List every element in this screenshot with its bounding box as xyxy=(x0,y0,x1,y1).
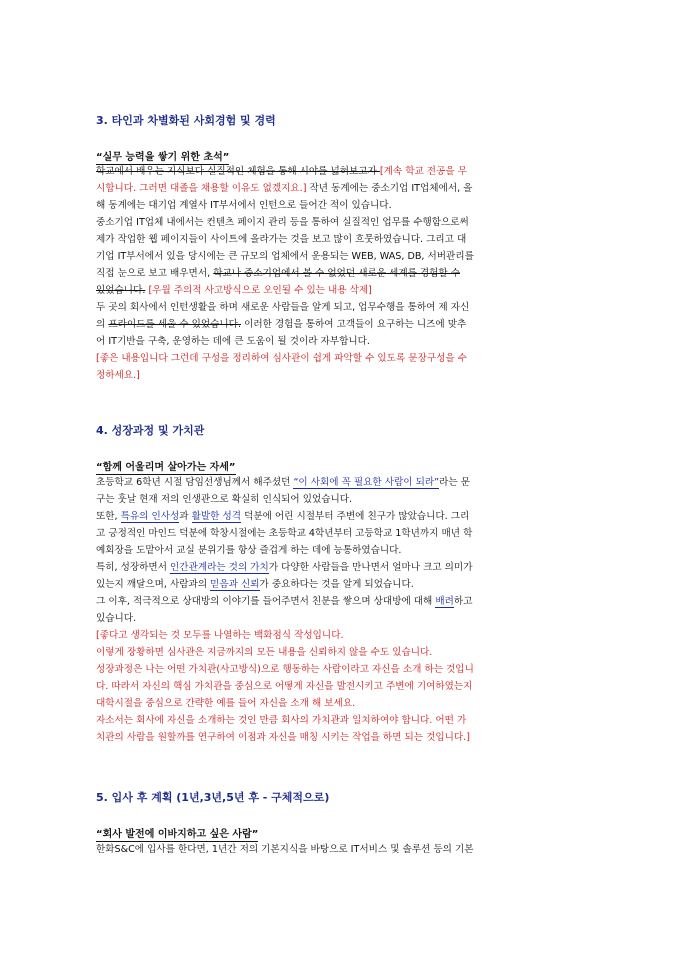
text-line xyxy=(96,367,586,384)
body-text: 제가 작업한 웹 페이지들이 사이트에 올라가는 것을 보고 많이 흐뭇하였습니다. 그리고 대 xyxy=(96,234,467,245)
text-line xyxy=(96,248,586,265)
section-subtitle xyxy=(96,825,258,840)
section-heading: 4. 성장과정 및 가치관 xyxy=(96,424,205,437)
text-line xyxy=(96,627,586,644)
deleted-text: 프라이드를 세울 수 있었습니다. xyxy=(108,319,242,330)
text-line xyxy=(96,661,586,678)
body-text: 중소기업 IT업체 내에서는 컨텐츠 페이지 관리 등을 통하여 실질적인 업무를 수행함으로써 xyxy=(96,217,469,228)
reviewer-comment: 시합니다. 그러면 대졸을 채용할 이유도 없겠지요.] xyxy=(96,183,307,194)
body-text: 의 xyxy=(96,319,109,330)
text-line xyxy=(96,231,586,248)
body-text: 기업 IT부서에서 있을 당시에는 큰 규모의 업체에서 운용되는 WEB, WAS, DB, 서버관리를 xyxy=(96,251,474,262)
text-line xyxy=(96,508,586,525)
reviewer-comment: 다. 따라서 자신의 핵심 가치관을 중심으로 어떻게 자신을 발전시키고 주변에 기여하였는지 xyxy=(96,681,473,692)
section-subtitle-text: “함께 어울리며 살아가는 자세” xyxy=(96,462,236,473)
section-subtitle-text: “실무 능력을 쌓기 위한 초석” xyxy=(96,152,230,163)
body-text: 있는지 깨달으며, 사람과의 xyxy=(96,579,211,590)
body-text: 초등학교 6학년 시절 담임선생님께서 해주셨던 xyxy=(96,477,294,488)
text-line xyxy=(96,333,586,350)
text-line xyxy=(96,299,586,316)
section-body xyxy=(96,163,586,384)
text-line xyxy=(96,644,586,661)
reviewer-comment: [우월 주의적 사고방식으로 오인될 수 있는 내용 삭제] xyxy=(145,285,372,296)
text-line xyxy=(96,712,586,729)
body-text: 구는 훗날 현재 저의 인생관으로 확실히 인식되어 있었습니다. xyxy=(96,494,353,505)
deleted-text: 학교에서 배우는 지식보다 실질적인 체험을 통해 시야를 넓혀보고자 xyxy=(96,166,380,177)
text-line xyxy=(96,474,586,491)
reviewer-comment: 대학시절을 중심으로 간략한 예를 들어 자신을 소개 해 보세요. xyxy=(96,698,356,709)
deleted-text: 있었습니다. xyxy=(96,285,146,296)
body-text: 또한, xyxy=(96,511,121,522)
text-line xyxy=(96,610,586,627)
text-line xyxy=(96,576,586,593)
reviewer-comment: 치관의 사람을 원할까를 연구하여 이점과 자신을 매칭 시키는 작업을 하면 되는 것입니다.] xyxy=(96,732,470,743)
section-body xyxy=(96,841,586,858)
text-line xyxy=(96,265,586,282)
body-text: 작년 동계에는 중소기업 IT업체에서, 올 xyxy=(306,183,473,194)
reviewer-comment: 정하세요.] xyxy=(96,370,140,381)
text-line xyxy=(96,197,586,214)
section-subtitle xyxy=(96,458,236,473)
section-subtitle-text: “회사 발전에 이바지하고 싶은 사람” xyxy=(96,829,259,840)
text-line xyxy=(96,316,586,333)
text-line xyxy=(96,282,586,299)
deleted-text: 학교나 중소기업에서 볼 수 없었던 새로운 세계를 경험할 수 xyxy=(213,268,461,279)
reviewer-comment: 자소서는 회사에 자신을 소개하는 것인 만큼 회사의 가치관과 일치하여야 합니다. 어떤 가 xyxy=(96,715,467,726)
highlighted-phrase: 믿음과 신뢰 xyxy=(210,579,260,590)
section-heading: 3. 타인과 차별화된 사회경험 및 경력 xyxy=(96,114,276,127)
body-text: 해 동계에는 대기업 계열사 IT부서에서 인턴으로 들어간 적이 있습니다. xyxy=(96,200,392,211)
body-text: 가 중요하다는 것을 알게 되었습니다. xyxy=(259,579,414,590)
highlighted-phrase: 배려 xyxy=(435,596,454,607)
body-text: 직접 눈으로 보고 배우면서, xyxy=(96,268,214,279)
text-line xyxy=(96,559,586,576)
text-line xyxy=(96,593,586,610)
reviewer-comment: 성장과정은 나는 어떤 가치관(사고방식)으로 행동하는 사람이라고 자신을 소개 하는 것입니 xyxy=(96,664,474,675)
body-text: 하고 xyxy=(453,596,473,607)
text-line xyxy=(96,163,586,180)
text-line xyxy=(96,350,586,367)
highlighted-phrase: 특유의 인사성 xyxy=(120,511,180,522)
body-text: 그 이후, 적극적으로 상대방의 이야기를 들어주면서 친분을 쌓으며 상대방에 대해 xyxy=(96,596,436,607)
reviewer-comment: [좋은 내용입니다 그런데 구성을 정리하여 심사관이 쉽게 파악할 수 있도록 문장구성을 수 xyxy=(96,353,467,364)
section-body xyxy=(96,474,586,746)
body-text: 고 긍정적인 마인드 덕분에 학창시절에는 초등학교 4학년부터 고등학교 1학년까지 매년 학 xyxy=(96,528,473,539)
reviewer-comment: [계속 학교 전공을 무 xyxy=(379,166,467,177)
body-text: 예회장을 도맡아서 교실 분위기를 항상 즐겁게 하는 데에 능통하였습니다. xyxy=(96,545,402,556)
body-text: 두 곳의 회사에서 인턴생활을 하며 새로운 사람들을 알게 되고, 업무수행을 통하여 제 자신 xyxy=(96,302,470,313)
section-subtitle xyxy=(96,148,229,163)
text-line xyxy=(96,841,586,858)
body-text: 이러한 경험을 통하여 고객들이 요구하는 니즈에 맞추 xyxy=(241,319,467,330)
body-text: 있습니다. xyxy=(96,613,137,624)
text-line xyxy=(96,542,586,559)
body-text: 라는 문 xyxy=(439,477,470,488)
highlighted-phrase: “이 사회에 꼭 필요한 사람이 되라” xyxy=(293,477,440,488)
text-line xyxy=(96,525,586,542)
body-text: 한화S&C에 입사를 한다면, 1년간 저의 기본지식을 바탕으로 IT서비스 및 솔루션 등의 기본 xyxy=(96,844,474,855)
text-line xyxy=(96,180,586,197)
body-text: 가 다양한 사람들을 만나면서 얼마나 크고 의미가 xyxy=(268,562,473,573)
text-line xyxy=(96,491,586,508)
highlighted-phrase: 활발한 성격 xyxy=(191,511,242,522)
highlighted-phrase: 인간관계라는 것의 가치 xyxy=(170,562,269,573)
body-text: 어 IT기반을 구축, 운영하는 데에 큰 도움이 될 것이라 자부합니다. xyxy=(96,336,370,347)
text-line xyxy=(96,678,586,695)
body-text: 특히, 성장하면서 xyxy=(96,562,171,573)
reviewer-comment: [좋다고 생각되는 것 모두를 나열하는 백화점식 작성입니다. xyxy=(96,630,344,641)
section-heading: 5. 입사 후 계획 (1년,3년,5년 후 - 구체적으로) xyxy=(96,791,330,804)
text-line xyxy=(96,695,586,712)
text-line xyxy=(96,729,586,746)
reviewer-comment: 이렇게 장황하면 심사관은 지금까지의 모든 내용을 신뢰하지 않을 수도 있습니다. xyxy=(96,647,433,658)
text-line xyxy=(96,214,586,231)
body-text: 덕분에 어린 시절부터 주변에 친구가 많았습니다. 그리 xyxy=(241,511,470,522)
body-text: 과 xyxy=(179,511,192,522)
